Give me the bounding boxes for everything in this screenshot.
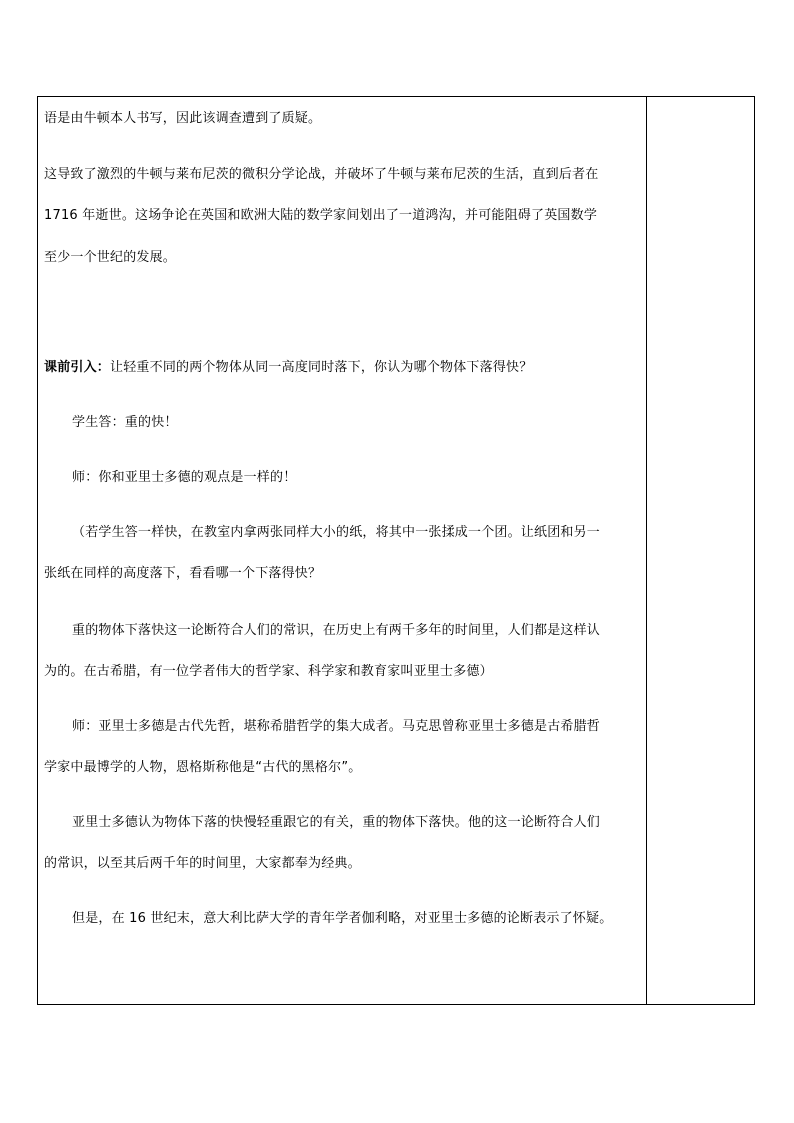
paragraph-line: 师：亚里士多德是古代先哲，堪称希腊哲学的集大成者。马克思曾称亚里士多德是古希腊哲 xyxy=(72,719,601,734)
paragraph-line: 重的物体下落快这一论断符合人们的常识，在历史上有两千多年的时间里，人们都是这样认 xyxy=(72,623,601,638)
paragraph-line: 为的。在古希腊，有一位学者伟大的哲学家、科学家和教育家叫亚里士多德） xyxy=(44,664,493,679)
paragraph-line: 至少一个世纪的发展。 xyxy=(44,250,177,265)
main-content-cell xyxy=(38,97,646,1004)
lesson-table xyxy=(37,96,755,1005)
paragraph-line: 的常识，以至其后两千年的时间里，大家都奉为经典。 xyxy=(44,856,361,871)
paragraph-line: 张纸在同样的高度落下，看看哪一个下落得快？ xyxy=(44,566,322,581)
paragraph-line: 语是由牛顿本人书写，因此该调查遭到了质疑。 xyxy=(44,111,322,126)
student-answer: 学生答：重的快！ xyxy=(72,415,178,430)
lead-in-label: 课前引入： xyxy=(44,360,111,375)
paragraph-line: （若学生答一样快，在教室内拿两张同样大小的纸，将其中一张揉成一个团。让纸团和另一 xyxy=(72,525,601,540)
paragraph-line: 但是，在 16 世纪末，意大利比萨大学的青年学者伽利略，对亚里士多德的论断表示了怀疑。 xyxy=(72,911,613,926)
notes-cell xyxy=(647,97,754,1004)
teacher-line: 师：你和亚里士多德的观点是一样的！ xyxy=(72,470,297,485)
paragraph-line: 学家中最博学的人物，恩格斯称他是“古代的黑格尔”。 xyxy=(44,760,362,775)
lead-in-paragraph xyxy=(44,359,532,377)
paragraph-line: 这导致了激烈的牛顿与莱布尼茨的微积分学论战，并破坏了牛顿与莱布尼茨的生活，直到后者在 xyxy=(44,167,599,182)
paragraph-line: 1716 年逝世。这场争论在英国和欧洲大陆的数学家间划出了一道鸿沟，并可能阻碍了英国数学 xyxy=(44,208,598,223)
paragraph-line: 亚里士多德认为物体下落的快慢轻重跟它的有关，重的物体下落快。他的这一论断符合人们 xyxy=(72,815,601,830)
lead-in-text: 让轻重不同的两个物体从同一高度同时落下，你认为哪个物体下落得快？ xyxy=(110,360,533,375)
